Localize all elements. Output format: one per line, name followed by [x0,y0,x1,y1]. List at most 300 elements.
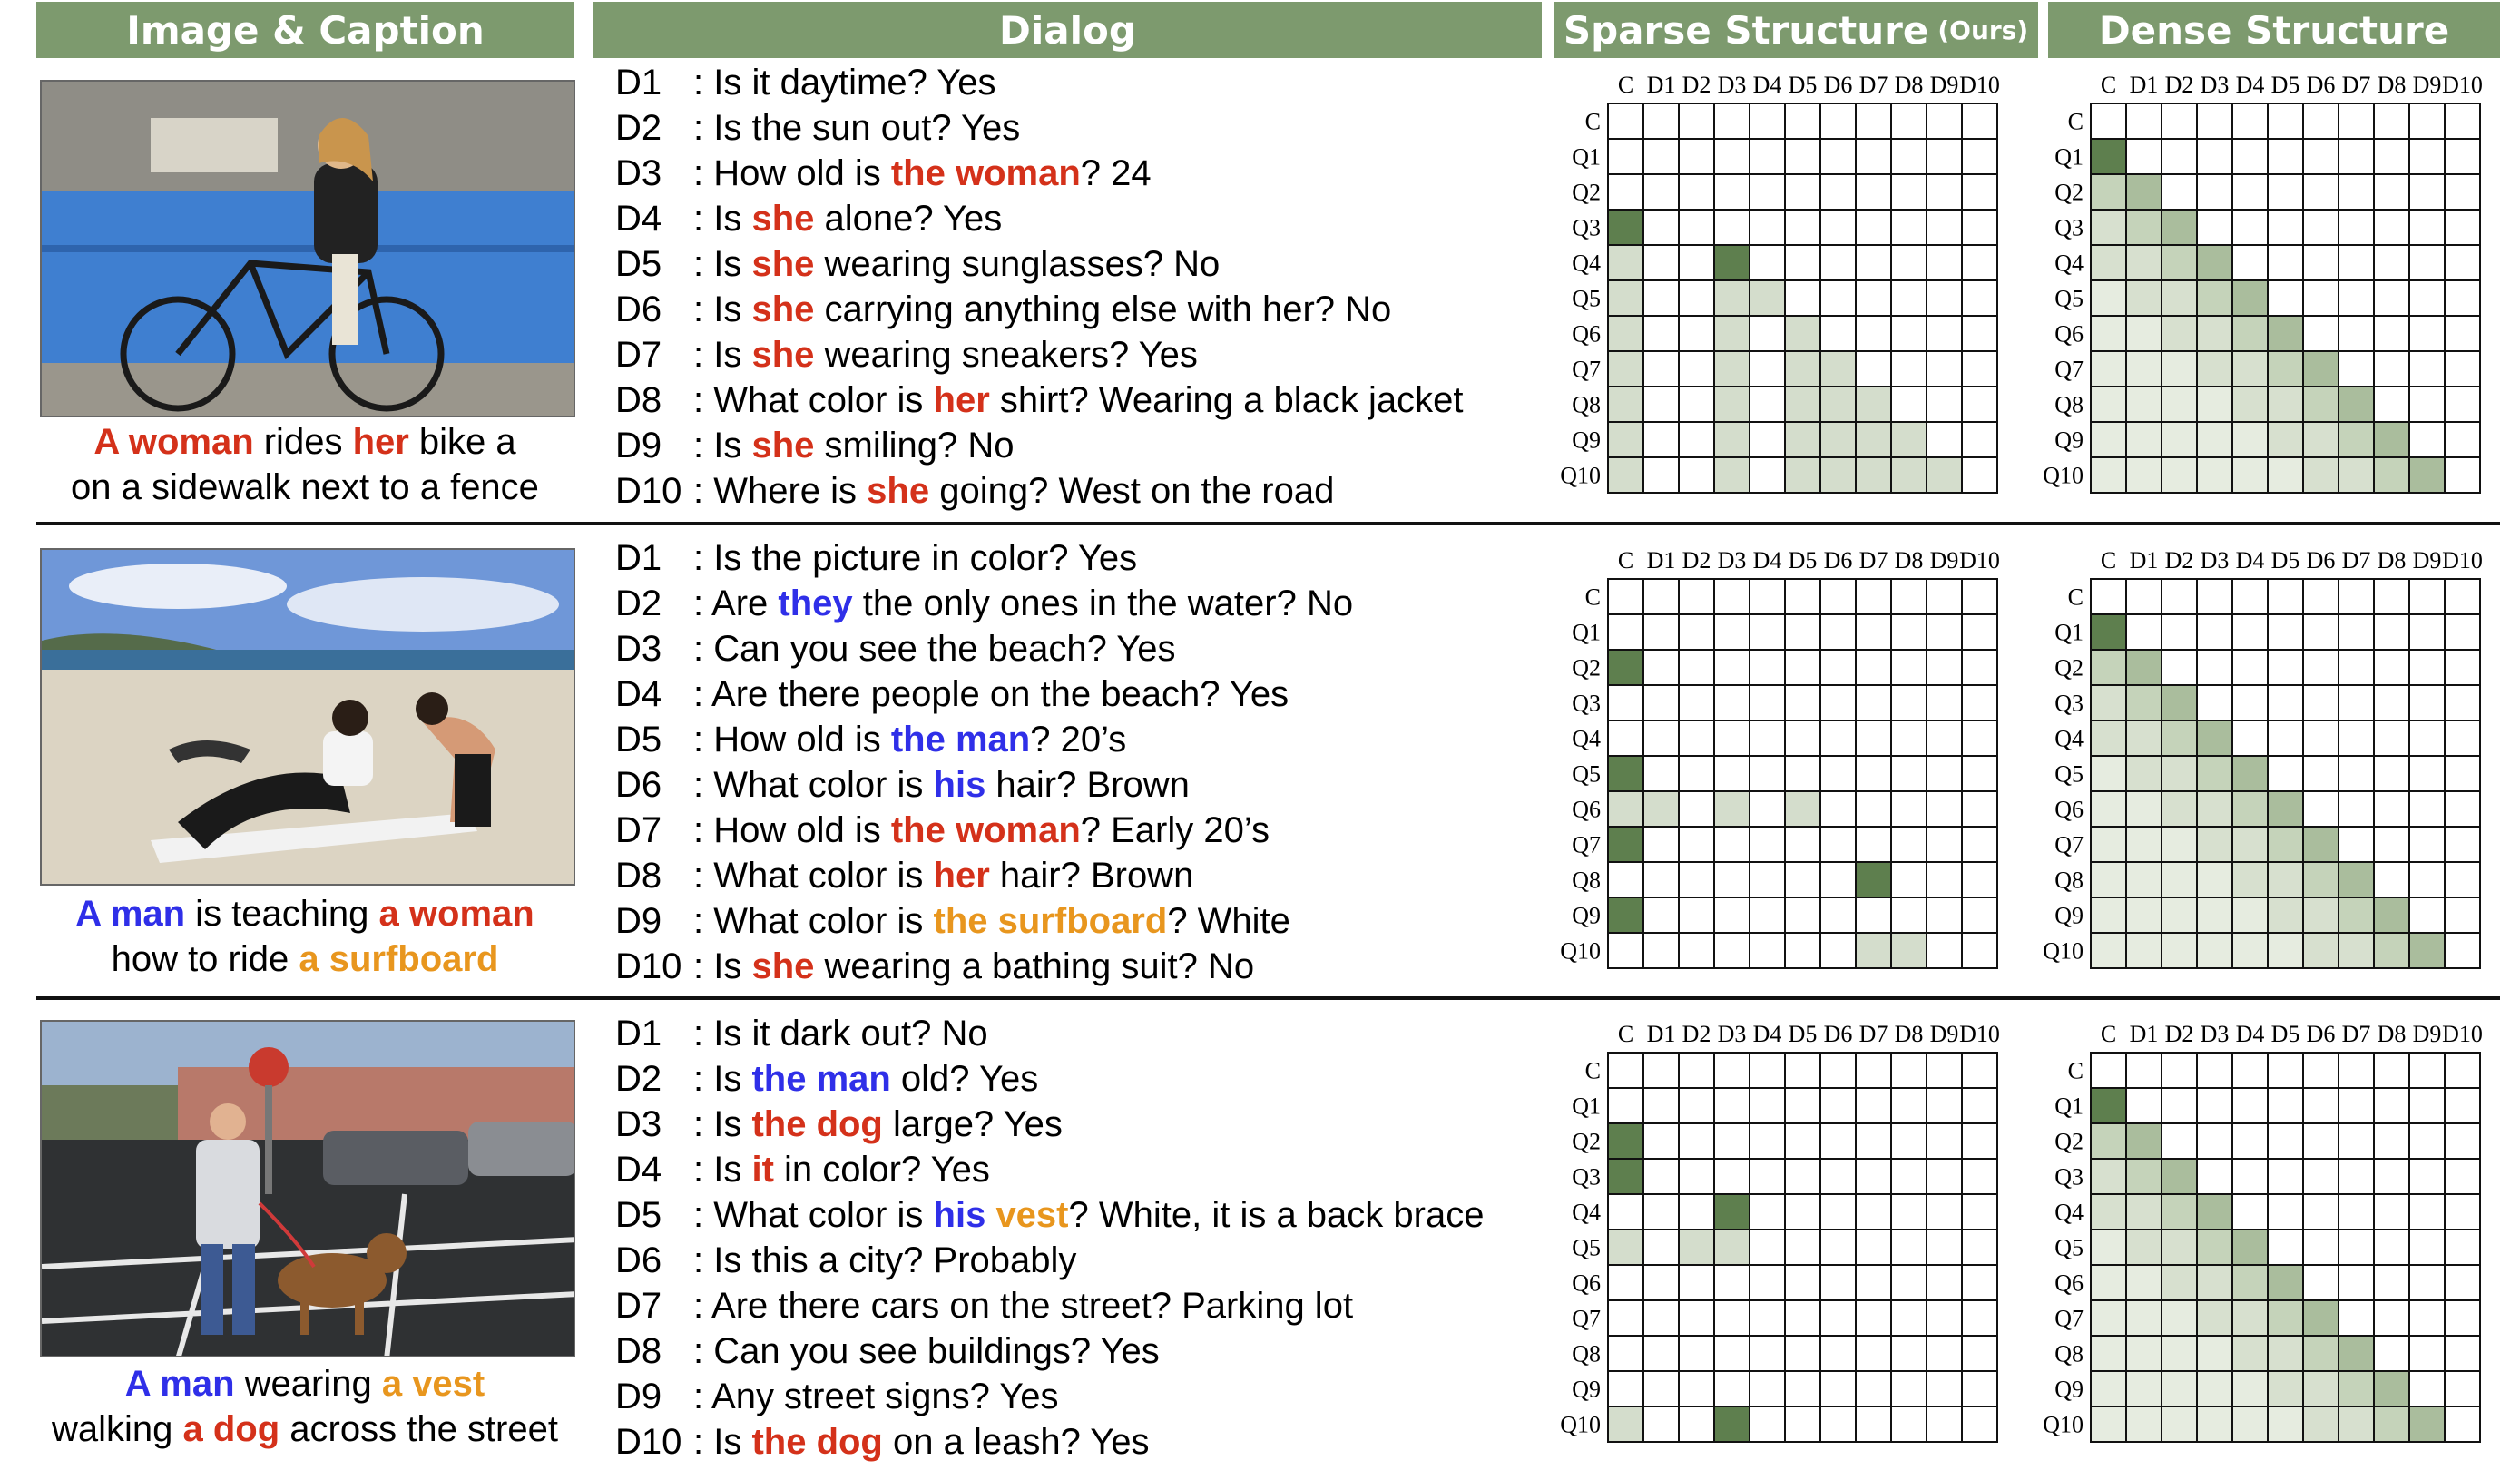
text-segment: large? Yes [882,1104,1063,1144]
grid-cell [2445,720,2480,756]
grid-col-label: D4 [1752,547,1782,573]
grid-row-label: Q10 [2043,462,2084,489]
text-segment: : Is [693,199,752,239]
grid-cell [2339,614,2374,650]
dialog-line [615,1283,1353,1328]
dialog-line [615,1238,1076,1283]
grid-row-label: Q8 [2054,867,2084,894]
grid-cell [2091,457,2126,493]
grid-cell [1750,862,1785,897]
grid-cell [1856,1088,1891,1123]
grid-cell [1643,245,1679,280]
example-3-photo [40,1020,575,1357]
grid-row-label: Q2 [1572,179,1601,206]
text-segment: : Is [693,946,752,986]
grid-cell [1927,1230,1962,1265]
caption-line [18,419,592,465]
grid-cell [2197,756,2232,791]
grid-cell [1750,1053,1785,1088]
grid-cell [1679,1371,1714,1406]
dialog-line [615,287,1391,332]
grid-cell [1927,1123,1962,1159]
grid-cell [1856,1053,1891,1088]
grid-cell [1608,1159,1643,1194]
grid-cell [2374,1336,2409,1371]
grid-cell [2126,103,2162,139]
grid-cell [2339,897,2374,933]
grid-cell [2339,1123,2374,1159]
grid-cell [1785,1159,1820,1194]
grid-cell [1820,387,1856,422]
grid-cell [1785,174,1820,210]
grid-cell [2162,756,2197,791]
grid-cell [2162,720,2197,756]
header-sparse-note: (Ours) [1937,15,2029,45]
grid-cell [1608,457,1643,493]
dialog-round-id: D1 [615,63,662,103]
grid-cell [2339,1194,2374,1230]
grid-cell [2303,1053,2339,1088]
grid-cell [2445,1336,2480,1371]
grid-cell [1608,316,1643,351]
grid-cell [1856,422,1891,457]
grid-cell [1891,579,1927,614]
grid-cell [2126,139,2162,174]
grid-cell [2232,1053,2268,1088]
grid-cell [1714,650,1750,685]
grid-cell [2303,1230,2339,1265]
grid-cell [2303,1406,2339,1442]
grid-cell [2303,1371,2339,1406]
grid-row-label: Q2 [2054,1128,2084,1155]
grid-cell [2374,650,2409,685]
grid-cell [1856,827,1891,862]
grid-cell [2162,351,2197,387]
grid-cell [1856,897,1891,933]
grid-cell [1856,457,1891,493]
grid-cell [1643,1053,1679,1088]
grid-cell [1714,1300,1750,1336]
example-1-sparse-grid [1554,67,2025,521]
grid-cell [2091,280,2126,316]
grid-cell [2197,614,2232,650]
grid-cell [1608,614,1643,650]
grid-cell [1679,280,1714,316]
grid-col-label: D9 [1929,547,1959,573]
grid-row-label: Q3 [2054,214,2084,241]
grid-cell [2445,245,2480,280]
grid-col-label: D2 [2164,547,2194,573]
grid-cell [2339,1265,2374,1300]
grid-cell [2445,422,2480,457]
grid-cell [1856,1123,1891,1159]
grid-cell [2232,210,2268,245]
grid-cell [2232,791,2268,827]
grid-cell [2409,1406,2445,1442]
grid-cell [1820,422,1856,457]
grid-col-label: D1 [2129,547,2159,573]
grid-cell [2162,933,2197,968]
grid-row-label: Q8 [2054,1340,2084,1367]
grid-cell [1927,862,1962,897]
dialog-round-id: D3 [615,1104,662,1144]
dialog-round-id: D4 [615,674,662,714]
grid-cell [1891,1406,1927,1442]
grid-cell [2126,1371,2162,1406]
dialog-round-id: D9 [615,426,662,466]
text-segment: : Can you see buildings? Yes [693,1331,1160,1371]
grid-cell [2232,174,2268,210]
grid-cell [1714,174,1750,210]
grid-cell [1820,1300,1856,1336]
grid-cell [1750,280,1785,316]
grid-cell [1714,1371,1750,1406]
grid-cell [2197,174,2232,210]
grid-cell [1714,791,1750,827]
grid-cell [1962,1088,1997,1123]
grid-cell [1891,387,1927,422]
grid-cell [1891,245,1927,280]
grid-col-label: D7 [1858,72,1888,98]
grid-cell [1820,103,1856,139]
grid-cell [1785,1265,1820,1300]
grid-cell [1962,351,1997,387]
grid-cell [1820,210,1856,245]
grid-cell [2091,1406,2126,1442]
grid-row-label: Q5 [1572,1234,1601,1261]
grid-cell [1643,1230,1679,1265]
grid-cell [2162,1088,2197,1123]
grid-cell [2339,1159,2374,1194]
grid-cell [2445,1265,2480,1300]
dialog-line [615,377,1463,423]
grid-cell [2091,245,2126,280]
grid-row-label: Q7 [1572,1305,1601,1332]
grid-cell [2126,1088,2162,1123]
grid-cell [1750,387,1785,422]
grid-row-label: Q4 [1572,725,1601,752]
grid-cell [2409,210,2445,245]
text-segment: : How old is [693,153,891,193]
grid-cell [1891,1053,1927,1088]
grid-cell [1785,685,1820,720]
grid-col-label: D1 [2129,1021,2159,1047]
text-segment: : Is it dark out? No [693,1014,988,1054]
grid-col-label: C [1617,72,1634,98]
text-segment: : Is [693,1422,752,1462]
grid-cell [2232,1406,2268,1442]
grid-cell [2409,457,2445,493]
grid-cell [2268,1371,2303,1406]
grid-cell [2162,862,2197,897]
grid-cell [1643,933,1679,968]
grid-cell [2339,316,2374,351]
grid-cell [1785,862,1820,897]
caption-line [18,891,592,936]
grid-cell [1643,139,1679,174]
grid-cell [2303,1159,2339,1194]
grid-cell [1679,933,1714,968]
example-1-photo [40,80,575,417]
grid-col-label: D9 [2412,547,2442,573]
grid-cell [1927,1406,1962,1442]
grid-cell [1643,351,1679,387]
grid-cell [1785,422,1820,457]
grid-cell [1714,1088,1750,1123]
text-segment: how to ride [111,939,299,979]
grid-cell [2303,827,2339,862]
grid-row-label: Q4 [2054,725,2084,752]
grid-cell [1891,685,1927,720]
grid-cell [1785,1088,1820,1123]
grid-cell [1820,280,1856,316]
grid-cell [2445,1053,2480,1088]
grid-cell [2232,1371,2268,1406]
grid-row-label: Q2 [1572,654,1601,681]
caption-line [18,1361,592,1406]
grid-cell [1891,280,1927,316]
grid-cell [1679,1123,1714,1159]
dialog-round-id: D9 [615,901,662,941]
grid-cell [1891,351,1927,387]
grid-cell [2268,720,2303,756]
grid-col-label: D3 [2200,1021,2230,1047]
grid-cell [2232,685,2268,720]
grid-row-label: Q6 [1572,1269,1601,1297]
grid-cell [2409,933,2445,968]
grid-cell [2409,897,2445,933]
grid-cell [1608,422,1643,457]
grid-cell [2445,791,2480,827]
grid-row-label: Q10 [1560,937,1601,965]
grid-cell [1679,720,1714,756]
grid-cell [1891,1194,1927,1230]
grid-cell [1785,579,1820,614]
grid-cell [1785,1053,1820,1088]
text-segment: : Can you see the beach? Yes [693,629,1176,669]
grid-cell [2091,756,2126,791]
grid-cell [1927,174,1962,210]
grid-cell [2091,579,2126,614]
grid-cell [2091,650,2126,685]
highlighted-phrase: the woman [890,810,1081,850]
grid-cell [1927,351,1962,387]
grid-cell [1927,720,1962,756]
grid-cell [2162,316,2197,351]
grid-row-label: Q3 [1572,1163,1601,1191]
grid-cell [2268,1123,2303,1159]
grid-row-label: Q2 [2054,654,2084,681]
grid-cell [2162,791,2197,827]
grid-cell [2126,1159,2162,1194]
grid-cell [1608,827,1643,862]
highlighted-phrase: a surfboard [299,939,499,979]
grid-cell [1643,1194,1679,1230]
grid-cell [1891,210,1927,245]
grid-row-label: Q1 [2054,143,2084,171]
grid-cell [2339,139,2374,174]
dialog-line [615,535,1137,581]
grid-row-label: Q4 [2054,250,2084,277]
grid-col-label: D8 [2377,72,2407,98]
grid-cell [2162,1053,2197,1088]
grid-cell [2339,210,2374,245]
grid-cell [1679,827,1714,862]
grid-cell [2162,1300,2197,1336]
grid-cell [1891,756,1927,791]
grid-cell [2303,245,2339,280]
grid-cell [2268,791,2303,827]
grid-cell [2374,1265,2409,1300]
text-segment: : What color is [693,901,934,941]
grid-cell [2162,579,2197,614]
grid-cell [1608,280,1643,316]
grid-cell [1962,387,1997,422]
grid-cell [1750,351,1785,387]
grid-cell [1856,614,1891,650]
grid-row-label: Q6 [1572,320,1601,348]
grid-cell [1962,897,1997,933]
highlighted-phrase: she [751,199,815,239]
dialog-round-id: D2 [615,583,662,623]
grid-cell [2126,1053,2162,1088]
grid-cell [1962,1123,1997,1159]
dialog-line [615,944,1254,989]
dialog-round-id: D6 [615,1240,662,1280]
highlighted-phrase: she [751,335,815,375]
grid-cell [1679,579,1714,614]
grid-cell [1643,422,1679,457]
highlighted-phrase: his [933,765,986,805]
grid-cell [1856,316,1891,351]
grid-cell [1856,756,1891,791]
grid-cell [2409,1088,2445,1123]
grid-cell [2374,1406,2409,1442]
grid-cell [2232,1336,2268,1371]
grid-cell [1679,316,1714,351]
grid-cell [1714,422,1750,457]
grid-row-label: Q8 [2054,391,2084,418]
grid-cell [2126,245,2162,280]
grid-row-label: Q5 [1572,285,1601,312]
grid-col-label: D7 [2341,1021,2371,1047]
grid-cell [1750,720,1785,756]
grid-cell [2197,351,2232,387]
grid-cell [1820,897,1856,933]
grid-cell [1714,210,1750,245]
grid-cell [1820,579,1856,614]
grid-cell [2162,139,2197,174]
grid-col-label: D9 [1929,72,1959,98]
grid-col-label: D5 [2270,72,2300,98]
text-segment: : How old is [693,810,891,850]
grid-cell [1962,422,1997,457]
grid-row-label: Q2 [1572,1128,1601,1155]
dialog-line [615,196,1002,241]
grid-cell [2232,1159,2268,1194]
grid-cell [2409,316,2445,351]
grid-cell [1608,245,1643,280]
grid-cell [1927,827,1962,862]
grid-cell [1714,579,1750,614]
grid-cell [1714,280,1750,316]
example-2-caption [18,891,592,982]
text-segment: alone? Yes [814,199,1003,239]
grid-cell [2232,1265,2268,1300]
grid-cell [1679,174,1714,210]
grid-cell [2445,1088,2480,1123]
grid-cell [2232,862,2268,897]
grid-cell [1643,579,1679,614]
grid-cell [1608,139,1643,174]
grid-cell [2339,933,2374,968]
grid-cell [1785,897,1820,933]
grid-row-label: C [2067,583,2084,611]
grid-cell [1608,1371,1643,1406]
grid-cell [2374,1088,2409,1123]
grid-cell [1856,1159,1891,1194]
grid-cell [2409,1371,2445,1406]
grid-cell [1714,862,1750,897]
grid-cell [2268,862,2303,897]
grid-cell [1643,316,1679,351]
grid-cell [2197,650,2232,685]
highlighted-phrase: she [751,289,815,329]
highlighted-phrase: the surfboard [933,901,1168,941]
grid-cell [1643,685,1679,720]
text-segment: ? 24 [1080,153,1152,193]
grid-cell [1679,103,1714,139]
grid-cell [1750,139,1785,174]
grid-cell [1608,174,1643,210]
grid-cell [1679,1336,1714,1371]
grid-cell [1714,245,1750,280]
grid-cell [2162,210,2197,245]
grid-cell [1785,1123,1820,1159]
grid-cell [1785,756,1820,791]
grid-cell [2268,245,2303,280]
grid-cell [2303,139,2339,174]
grid-cell [1714,1194,1750,1230]
grid-cell [1820,862,1856,897]
grid-cell [2445,387,2480,422]
grid-cell [1962,1159,1997,1194]
grid-cell [1891,422,1927,457]
grid-cell [2445,897,2480,933]
highlighted-phrase: she [867,471,930,511]
grid-cell [1608,1300,1643,1336]
grid-cell [1785,139,1820,174]
grid-cell [2445,650,2480,685]
grid-row-label: C [1584,1057,1601,1084]
grid-cell [1962,1371,1997,1406]
grid-cell [2303,791,2339,827]
grid-row-label: Q5 [2054,285,2084,312]
grid-cell [2091,720,2126,756]
grid-col-label: D4 [2235,547,2265,573]
grid-cell [1891,720,1927,756]
grid-cell [1750,1300,1785,1336]
grid-cell [1856,174,1891,210]
grid-cell [1714,387,1750,422]
grid-col-label: D10 [1959,72,2000,98]
grid-cell [2339,827,2374,862]
grid-cell [1820,720,1856,756]
grid-col-label: D6 [2306,547,2336,573]
grid-cell [2339,650,2374,685]
dialog-line [615,1102,1063,1147]
grid-cell [1820,1371,1856,1406]
